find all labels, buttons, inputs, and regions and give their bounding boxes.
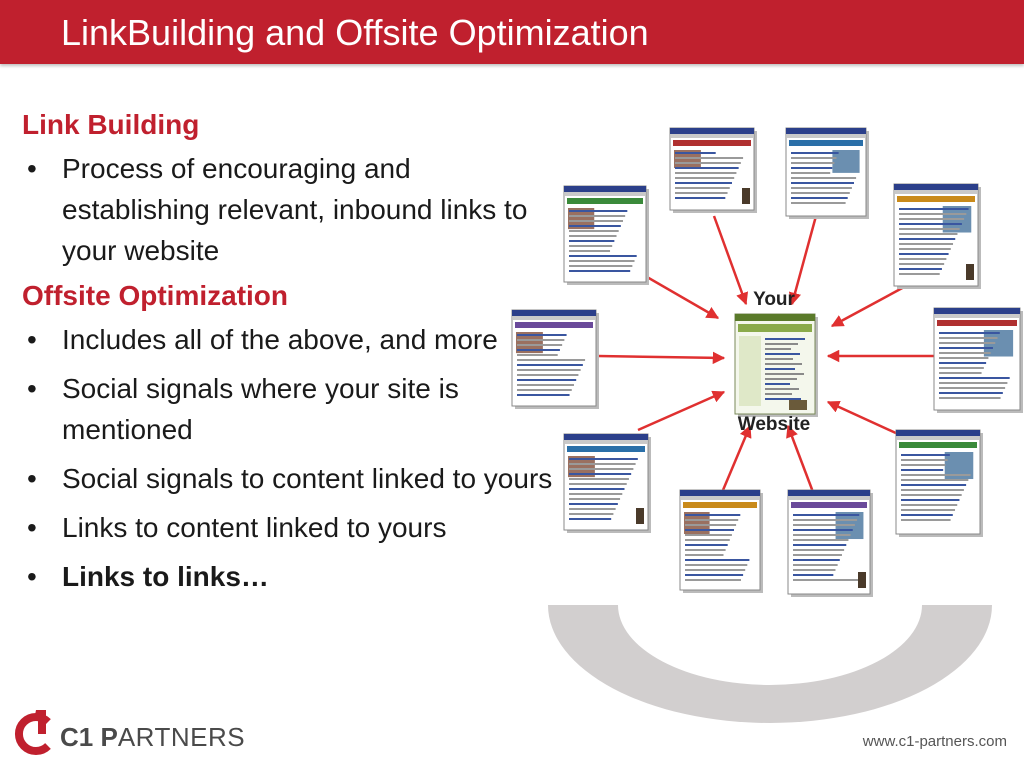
page-thumbnail <box>680 490 763 593</box>
bullet-text: Social signals where your site is mentioned <box>62 373 459 445</box>
link-diagram <box>506 118 1024 602</box>
link-arrow <box>714 216 746 304</box>
bullet-item <box>22 319 562 360</box>
bullet-text: Links to links… <box>62 561 269 592</box>
slide-content <box>22 108 562 605</box>
bullet-item <box>22 556 562 597</box>
slide-title: LinkBuilding and Offsite Optimization <box>61 12 649 53</box>
page-thumbnail <box>894 184 981 289</box>
bullet-item <box>22 368 562 450</box>
bullet-item <box>22 458 562 499</box>
section-offsite-optimization <box>22 279 562 597</box>
brand-name <box>60 721 245 753</box>
bullet-text: Process of encouraging and establishing relevant, inbound links to your website <box>62 153 528 266</box>
page-thumbnail <box>670 128 757 213</box>
bullet-glyph: • <box>27 324 37 355</box>
section-heading: Offsite Optimization <box>22 280 288 311</box>
bullet-glyph: • <box>27 153 37 184</box>
brand-prefix: C1 <box>60 722 94 752</box>
bullet-glyph: • <box>27 373 37 404</box>
link-arrow <box>828 402 898 434</box>
bullet-item <box>22 507 562 548</box>
page-thumbnail <box>934 308 1023 413</box>
page-thumbnail <box>564 434 651 533</box>
title-bar <box>0 0 1024 64</box>
link-arrow <box>598 356 724 358</box>
center-label-top: Your <box>753 289 795 310</box>
bullet-glyph: • <box>27 512 37 543</box>
link-arrow <box>638 392 724 430</box>
center-website-page <box>735 314 818 417</box>
decorative-arc <box>548 605 992 723</box>
bullet-item <box>22 148 562 271</box>
section-link-building <box>22 108 562 271</box>
center-label-bottom: Website <box>737 414 811 435</box>
footer-url: www.c1-partners.com <box>862 733 1007 750</box>
bullet-glyph: • <box>27 561 37 592</box>
bullet-text: Includes all of the above, and more <box>62 324 498 355</box>
page-thumbnail <box>512 310 599 409</box>
page-thumbnail <box>786 128 869 219</box>
pages-group <box>512 128 1023 597</box>
bullet-text: Links to content linked to yours <box>62 512 447 543</box>
bullet-text: Social signals to content linked to yours <box>62 463 553 494</box>
page-thumbnail <box>788 490 873 597</box>
link-arrow <box>832 286 906 326</box>
bullet-glyph: • <box>27 463 37 494</box>
company-logo <box>14 708 254 762</box>
section-heading: Link Building <box>22 109 200 140</box>
page-thumbnail <box>564 186 649 285</box>
logo-mark-icon <box>14 708 58 758</box>
brand-initial: P <box>100 722 118 752</box>
link-arrow <box>792 216 816 304</box>
page-thumbnail <box>896 430 983 537</box>
brand-rest: ARTNERS <box>117 722 246 752</box>
link-arrow <box>788 426 816 500</box>
